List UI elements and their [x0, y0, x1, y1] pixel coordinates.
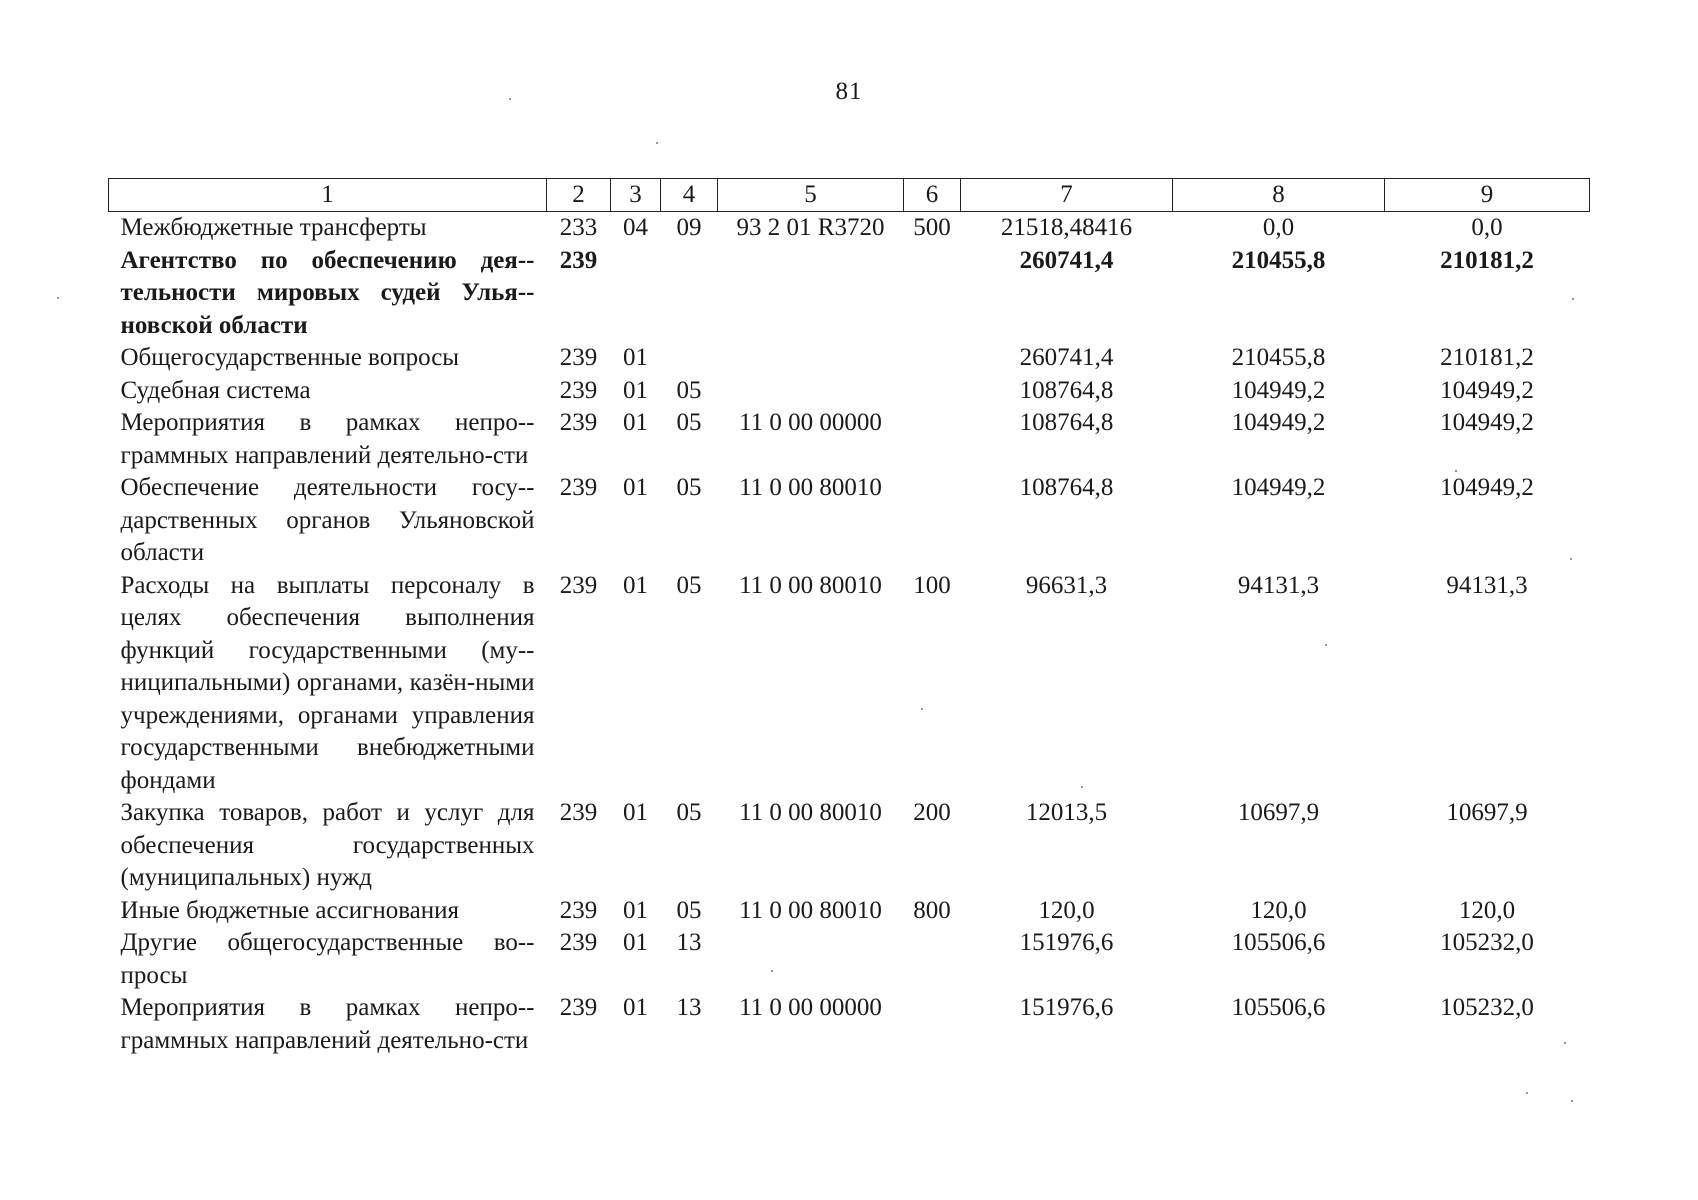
scan-speck	[509, 98, 511, 100]
cell-target-article	[718, 342, 904, 375]
scan-speck	[656, 142, 658, 144]
cell-expense-type: 500	[913, 214, 951, 241]
cell-amount-col9: 105232,0	[1440, 994, 1534, 1021]
cell-expense-type	[904, 342, 961, 375]
cell-expense-type	[904, 375, 961, 408]
table-row	[109, 472, 1590, 570]
scan-speck	[1526, 1092, 1528, 1094]
cell-subsection: 05	[676, 376, 702, 404]
cell-section: 01	[623, 474, 648, 501]
cell-target-article: 11 0 00 80010	[739, 474, 882, 501]
cell-section: 01	[623, 409, 648, 436]
row-name: Межбюджетные трансферты	[120, 214, 427, 241]
cell-amount-col9: 94131,3	[1446, 571, 1528, 599]
cell-target-article	[718, 375, 904, 408]
cell-amount-col8: 120,0	[1250, 896, 1307, 924]
scan-speck	[1571, 1100, 1573, 1102]
cell-section: 01	[623, 896, 648, 924]
cell-admin-code: 239	[559, 409, 598, 436]
column-header: 4	[661, 179, 718, 212]
cell-amount-col9: 210181,2	[1440, 344, 1534, 371]
row-name: Мероприятия в рамках непро-граммных направлений деятельно-сти	[120, 994, 535, 1054]
cell-amount-col8: 104949,2	[1231, 409, 1326, 436]
column-header: 8	[1173, 179, 1385, 212]
cell-admin-code: 239	[559, 896, 598, 924]
cell-amount-col9: 104949,2	[1440, 474, 1534, 501]
budget-table	[108, 178, 1590, 1057]
row-name: Закупка товаров, работ и услуг для обеспечения государственных (муниципальных) нужд	[120, 799, 535, 891]
cell-subsection: 05	[676, 409, 702, 436]
cell-section: 04	[623, 214, 648, 241]
cell-amount-col9: 104949,2	[1440, 409, 1534, 436]
table-row	[109, 797, 1590, 895]
cell-subsection: 05	[676, 571, 702, 599]
cell-section: 01	[623, 994, 648, 1021]
cell-amount-col7: 151976,6	[1019, 929, 1114, 956]
table-row	[109, 407, 1590, 472]
cell-amount-col8: 210455,8	[1231, 344, 1326, 371]
cell-amount-col9: 120,0	[1458, 896, 1516, 924]
cell-subsection: 05	[676, 799, 702, 826]
cell-admin-code: 239	[559, 344, 598, 371]
row-name: Иные бюджетные ассигнования	[120, 896, 460, 924]
cell-admin-code: 239	[559, 474, 598, 501]
cell-target-article: 11 0 00 80010	[739, 896, 882, 924]
page-number: 81	[835, 78, 863, 105]
cell-amount-col7: 96631,3	[1025, 571, 1108, 599]
cell-expense-type	[904, 407, 961, 472]
cell-admin-code: 239	[559, 994, 598, 1021]
cell-admin-code: 233	[559, 214, 598, 241]
cell-expense-type: 100	[913, 571, 951, 599]
cell-amount-col8: 105506,6	[1231, 994, 1326, 1021]
cell-amount-col9: 105232,0	[1440, 929, 1534, 956]
cell-section: 01	[623, 344, 648, 371]
row-name: Расходы на выплаты персоналу в целях обеспечения выполнения функций государственными (му-ниципальными) органами, казён-ными учреждениями, органами управления государственными внебюджетными фондами	[120, 571, 535, 794]
cell-section: 01	[623, 376, 648, 404]
cell-amount-col8: 0,0	[1262, 214, 1295, 241]
scan-speck	[1572, 298, 1574, 300]
cell-target-article	[718, 245, 904, 343]
scan-speck	[1081, 786, 1083, 788]
column-header: 6	[904, 179, 961, 212]
row-name: Общегосударственные вопросы	[120, 344, 460, 371]
scan-speck	[57, 297, 59, 299]
cell-amount-col8: 210455,8	[1231, 246, 1326, 274]
cell-subsection: 09	[676, 214, 702, 241]
cell-amount-col8: 105506,6	[1231, 929, 1326, 956]
cell-expense-type: 200	[913, 799, 951, 826]
cell-amount-col9: 104949,2	[1440, 376, 1534, 404]
table-body	[109, 212, 1590, 1058]
table-row	[109, 570, 1590, 798]
cell-amount-col7: 120,0	[1038, 896, 1095, 924]
column-header: 5	[718, 179, 904, 212]
cell-amount-col7: 108764,8	[1019, 376, 1114, 404]
cell-amount-col7: 151976,6	[1019, 994, 1114, 1021]
cell-subsection	[661, 245, 718, 343]
table-row	[109, 212, 1590, 245]
cell-amount-col7: 21518,48416	[1000, 214, 1133, 241]
cell-amount-col8: 104949,2	[1231, 474, 1326, 501]
cell-amount-col7: 260741,4	[1019, 246, 1114, 274]
cell-admin-code: 239	[559, 799, 598, 826]
scan-speck	[1564, 1042, 1566, 1044]
cell-amount-col7: 260741,4	[1019, 344, 1114, 371]
cell-target-article: 93 2 01 R3720	[736, 214, 885, 241]
cell-amount-col8: 104949,2	[1231, 376, 1326, 404]
column-header: 3	[611, 179, 661, 212]
table-row	[109, 375, 1590, 408]
row-name: Агентство по обеспечению дея-тельности мировых судей Улья-новской области	[120, 246, 535, 339]
scan-speck	[1455, 470, 1457, 472]
cell-expense-type	[904, 245, 961, 343]
cell-expense-type: 800	[913, 896, 951, 924]
row-name: Судебная система	[120, 376, 311, 404]
column-header: 7	[961, 179, 1173, 212]
cell-amount-col9: 210181,2	[1440, 246, 1534, 274]
cell-subsection	[661, 342, 718, 375]
cell-subsection: 05	[676, 896, 702, 924]
cell-admin-code: 239	[559, 571, 598, 599]
scan-speck	[1325, 644, 1327, 646]
table-row	[109, 245, 1590, 343]
cell-amount-col7: 12013,5	[1025, 799, 1108, 826]
cell-amount-col7: 108764,8	[1019, 409, 1114, 436]
table-header-row	[109, 179, 1590, 212]
scan-speck	[921, 708, 923, 710]
cell-target-article: 11 0 00 80010	[739, 571, 882, 599]
row-name: Другие общегосударственные во-просы	[120, 929, 535, 989]
cell-section: 01	[623, 799, 648, 826]
row-name: Обеспечение деятельности госу-дарственных органов Ульяновской области	[120, 474, 535, 566]
cell-amount-col7: 108764,8	[1019, 474, 1114, 501]
table-row	[109, 992, 1590, 1057]
row-name: Мероприятия в рамках непро-граммных направлений деятельно-сти	[120, 409, 535, 469]
cell-admin-code: 239	[559, 246, 598, 274]
table-row	[109, 895, 1590, 928]
cell-expense-type	[904, 472, 961, 570]
cell-target-article: 11 0 00 80010	[739, 799, 882, 826]
column-header: 2	[547, 179, 611, 212]
cell-section: 01	[623, 571, 648, 599]
cell-subsection: 13	[676, 929, 702, 956]
cell-section	[611, 245, 661, 343]
table-row	[109, 342, 1590, 375]
cell-section: 01	[623, 929, 648, 956]
cell-target-article: 11 0 00 00000	[739, 409, 882, 436]
cell-amount-col9: 0,0	[1471, 214, 1503, 241]
cell-amount-col9: 10697,9	[1446, 799, 1528, 826]
cell-expense-type	[904, 992, 961, 1057]
cell-admin-code: 239	[559, 376, 598, 404]
scan-speck	[771, 970, 773, 972]
cell-amount-col8: 10697,9	[1237, 799, 1320, 826]
cell-expense-type	[904, 927, 961, 992]
cell-amount-col8: 94131,3	[1237, 571, 1320, 599]
scan-speck	[1570, 558, 1572, 560]
column-header: 9	[1385, 179, 1590, 212]
table-row	[109, 927, 1590, 992]
cell-admin-code: 239	[559, 929, 598, 956]
cell-target-article: 11 0 00 00000	[739, 994, 882, 1021]
cell-target-article	[718, 927, 904, 992]
cell-subsection: 05	[676, 474, 702, 501]
cell-subsection: 13	[676, 994, 702, 1021]
column-header: 1	[109, 179, 547, 212]
